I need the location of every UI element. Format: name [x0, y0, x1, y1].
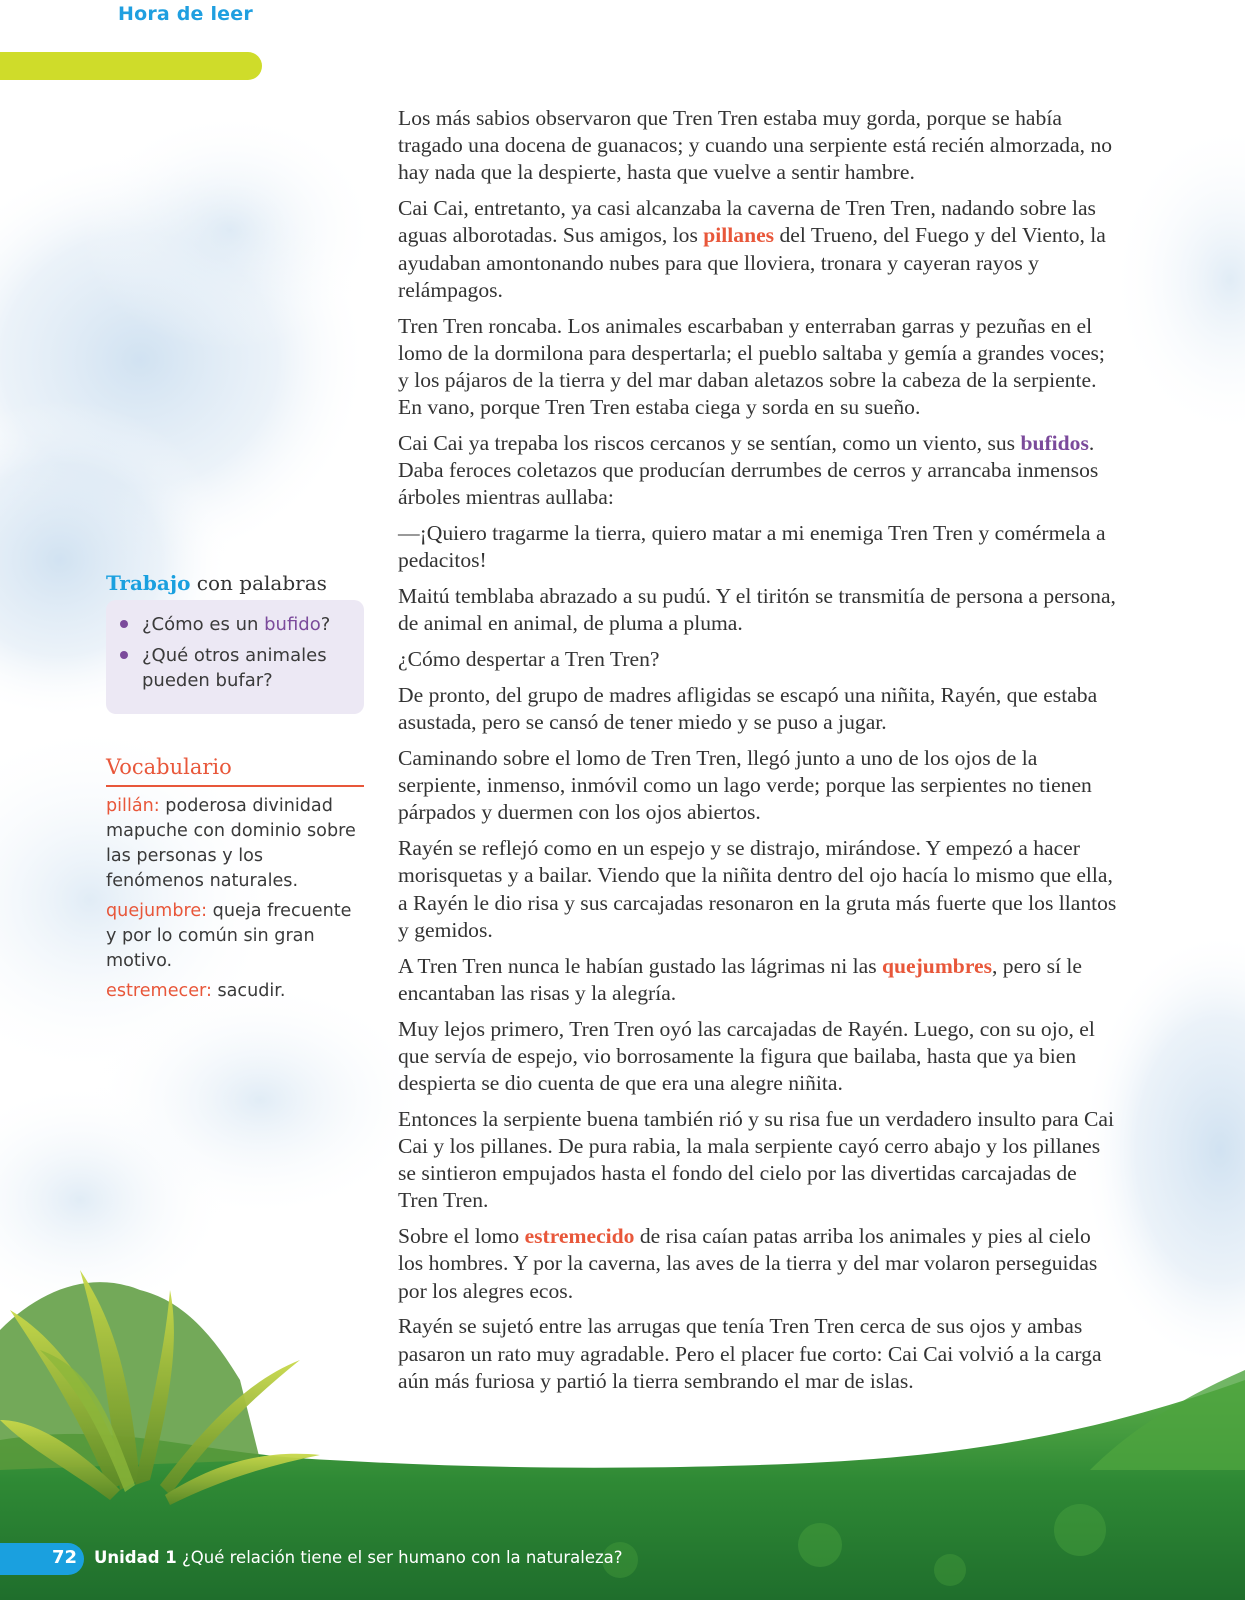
story-text-run: del Trueno, del Fuego y del Viento, la ayudaban amontonando nubes para que lloviera, tronara y cayeran rayos y relámpagos.	[398, 223, 1106, 302]
vocabulary-definition: sacudir.	[211, 981, 286, 1001]
word-work-list	[118, 612, 354, 693]
story-text-run: , pero sí le encantaban las risas y la alegría.	[398, 953, 1082, 1005]
vocabulary-term: quejumbre:	[106, 901, 208, 921]
footer-unit-question: ¿Qué relación tiene el ser humano con la naturaleza?	[176, 1548, 623, 1567]
section-tab	[0, 52, 262, 80]
vocabulary-definition: poderosa divinidad mapuche con dominio sobre las personas y los fenómenos naturales.	[106, 796, 356, 891]
vocabulary-term: estremecer:	[106, 981, 212, 1001]
word-work-question	[118, 612, 354, 637]
vocabulary-definition: queja frecuente y por lo común sin gran motivo.	[106, 901, 352, 971]
vocab-term-highlight: estremecido	[524, 1224, 635, 1249]
story-paragraph	[398, 430, 1118, 512]
story-paragraph: Rayén se reflejó como en un espejo y se distrajo, mirándose. Y empezó a hacer morisquetas y a bailar. Viendo que la niñita dentro del ojo hacía lo mismo que ella, a Rayén le dio risa y sus carcajadas resonaron en la gruta más fuerte que los llantos y gemidos.	[398, 836, 1117, 942]
story-paragraph: Rayén se sujetó entre las arrugas que tenía Tren Tren cerca de sus ojos y ambas pasaron un rato muy agradable. Pero el placer fue corto: Cai Cai volvió a la carga aún más furiosa y partió la tierra sembrando el mar de islas.	[398, 1314, 1102, 1393]
footer-unit-label: Unidad 1	[94, 1548, 177, 1567]
story-paragraph: Maitú temblaba abrazado a su pudú. Y el tiritón se transmitía de persona a persona, de animal en animal, de pluma a pluma.	[398, 584, 1116, 636]
story-paragraph: Entonces la serpiente buena también rió y su risa fue un verdadero insulto para Cai Cai y los pillanes. De pura rabia, la mala serpiente cayó cerro abajo y los pillanes se sintieron empujados hasta el fondo del cielo por las divertidas carcajadas de Tren Tren.	[398, 1106, 1114, 1213]
vocabulary-entry	[106, 899, 364, 974]
story-paragraph	[398, 1223, 1118, 1305]
word-work-title-rest: con palabras	[190, 571, 327, 595]
story-paragraph: Caminando sobre el lomo de Tren Tren, llegó junto a uno de los ojos de la serpiente, inmenso, inmóvil como un lago verde; porque las serpientes no tienen párpados y duermen con los ojos abiertos.	[398, 746, 1092, 825]
word-work-box	[106, 600, 364, 714]
vocab-term-highlight: quejumbres	[882, 953, 992, 978]
vocabulary-title: Vocabulario	[106, 755, 232, 779]
story-paragraph: —¡Quiero tragarme la tierra, quiero matar a mi enemiga Tren Tren y comérmela a pedacitos!	[398, 521, 1106, 573]
page-number: 72	[52, 1547, 78, 1568]
vocabulary-list	[106, 794, 364, 1009]
word-work-highlight: bufidos	[1020, 431, 1089, 456]
vocabulary-divider	[106, 785, 364, 787]
story-text-run: . Daba feroces coletazos que producían derrumbes de cerros y arrancaba inmensos árboles mientras aullaba:	[398, 431, 1099, 510]
story-paragraph: ¿Cómo despertar a Tren Tren?	[398, 647, 660, 672]
story-text-run: de risa caían patas arriba los animales y pies al cielo los hombres. Y por la caverna, las aves de la tierra y del mar volaron perseguidas por los alegres ecos.	[398, 1224, 1098, 1303]
story-paragraph	[398, 953, 1118, 1007]
story-paragraph: Los más sabios observaron que Tren Tren estaba muy gorda, porque se había tragado una docena de guanacos; y cuando una serpiente está recién almorzada, no hay nada que la despierte, hasta que vuelve a sentir hambre.	[398, 106, 1113, 185]
question-text: ?	[320, 614, 331, 635]
question-term: bufido	[264, 614, 321, 635]
section-tab-label: Hora de leer	[118, 3, 253, 25]
story-paragraph: Muy lejos primero, Tren Tren oyó las carcajadas de Rayén. Luego, con su ojo, el que servía de espejo, vio borrosamente la figura que bailaba, hasta que ya bien despierta se dio cuenta de que era una alegre niñita.	[398, 1016, 1095, 1096]
vocabulary-entry	[106, 794, 364, 894]
story-paragraph: De pronto, del grupo de madres afligidas se escapó una niñita, Rayén, que estaba asustada, pero se cansó de tener miedo y se puso a jugar.	[398, 683, 1098, 735]
vocabulary-entry	[106, 979, 364, 1004]
story-text-run: A Tren Tren nunca le habían gustado las lágrimas ni las	[398, 953, 883, 978]
footer-unit-title	[94, 1548, 623, 1567]
story-text	[398, 105, 1118, 1404]
vocab-term-highlight: pillanes	[703, 223, 775, 248]
question-text: ¿Cómo es un	[142, 614, 265, 635]
story-text-run: Sobre el lomo	[398, 1224, 525, 1249]
vocabulary-term: pillán:	[106, 796, 160, 816]
story-text-run: Cai Cai, entretanto, ya casi alcanzaba la caverna de Tren Tren, nadando sobre las aguas alborotadas. Sus amigos, los	[398, 196, 1096, 248]
word-work-title-bold: Trabajo	[106, 571, 191, 595]
word-work-question: ¿Qué otros animales pueden bufar?	[118, 643, 354, 693]
story-paragraph: Tren Tren roncaba. Los animales escarbaban y enterraban garras y pezuñas en el lomo de la dormilona para despertarla; el pueblo saltaba y gemía a grandes voces; y los pájaros de la tierra y del mar daban aletazos sobre la cabeza de la serpiente. En vano, porque Tren Tren estaba ciega y sorda en su sueño.	[398, 313, 1105, 420]
word-work-title	[106, 571, 327, 595]
story-text-run: Cai Cai ya trepaba los riscos cercanos y se sentían, como un viento, sus	[398, 431, 1021, 456]
story-paragraph	[398, 195, 1118, 304]
